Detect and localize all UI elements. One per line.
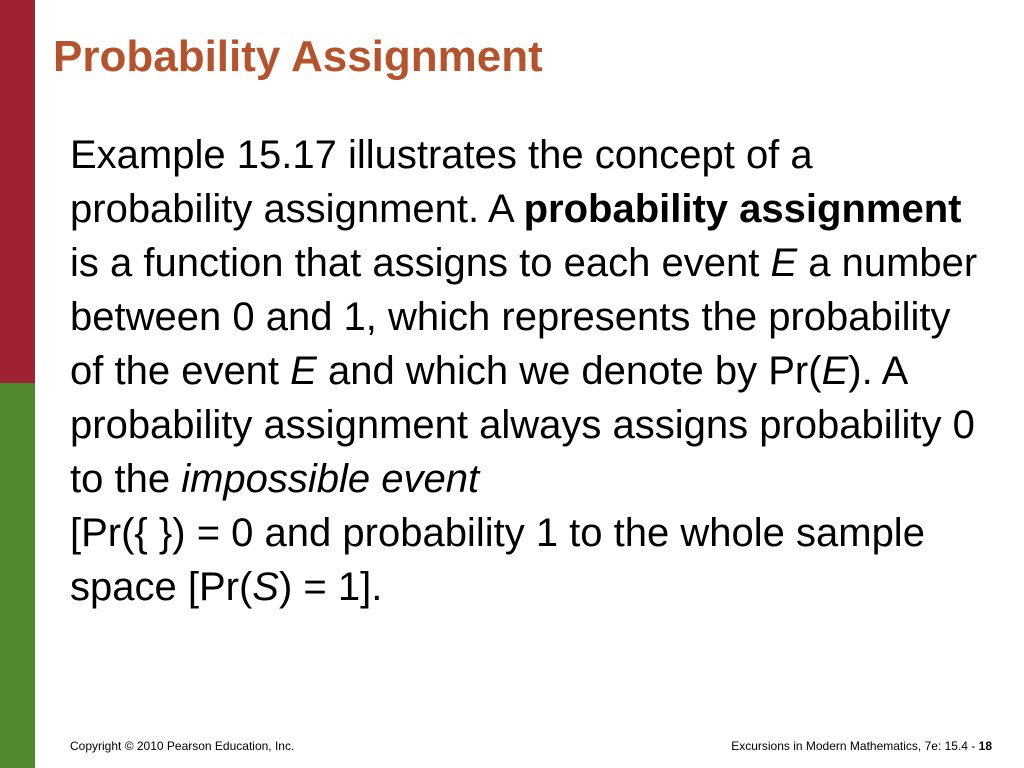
term-probability-assignment: probability assignment	[523, 187, 962, 231]
body-text-6: [Pr({ }) = 0 and probability 1 to the whole sample space [Pr(	[70, 511, 925, 609]
footer-page-number: 18	[978, 739, 992, 753]
event-symbol: E	[770, 241, 798, 285]
body-text-4: and which we denote by Pr(	[316, 349, 822, 393]
body-text-1: Example 15.17 illustrates the concept of a probability assignment. A	[70, 133, 813, 231]
sample-space-symbol: S	[252, 565, 279, 609]
body-text-7: ) = 1].	[278, 565, 383, 609]
footer-copyright: Copyright © 2010 Pearson Education, Inc.	[70, 739, 295, 753]
term-impossible-event: impossible event	[181, 457, 480, 501]
footer-book-title: Excursions in Modern Mathematics, 7e: 15.4 -	[731, 739, 979, 753]
event-symbol: E	[821, 349, 849, 393]
slide-title: Probability Assignment	[53, 32, 543, 81]
body-text-5: ). A probability assignment always assigns probability 0 to the	[70, 349, 975, 501]
slide-body	[70, 128, 990, 614]
event-symbol: E	[290, 349, 317, 393]
body-text-3: a number between 0 and 1, which represents the probability of the event	[70, 241, 978, 393]
footer-book-reference	[731, 739, 992, 753]
left-accent-bar-top	[0, 0, 35, 383]
body-text-2: is a function that assigns to each event	[70, 241, 771, 285]
left-accent-bar-bottom	[0, 383, 35, 768]
